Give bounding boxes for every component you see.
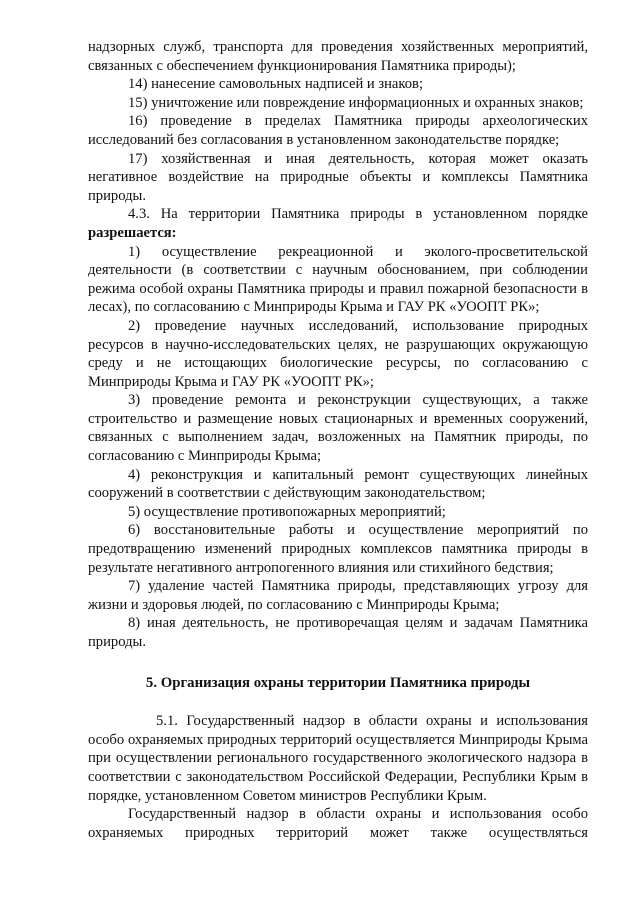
list-item-15: 15) уничтожение или повреждение информационных и охранных знаков; [128,94,584,111]
paragraph-continuation: надзорных служб, транспорта для проведения хозяйственных мероприятий, связанных с обеспечением функционирования Памятника природы); [88,39,588,74]
list-item-14: 14) нанесение самовольных надписей и знаков; [128,76,424,93]
allowed-item-3: 3) проведение ремонта и реконструкции существующих, а также строительство и размещение новых стационарных и временных сооружений, связанных с выполнением задач, возложенных на Памятник природы, по согласованию с Минприроды Крыма; [88,392,588,465]
allowed-item-4: 4) реконструкция и капитальный ремонт существующих линейных сооружений в соответствии с действующим законодательством; [88,466,588,502]
allowed-item-8: 8) иная деятельность, не противоречащая целям и задачам Памятника природы. [88,615,588,650]
clause-5-1: 5.1. Государственный надзор в области охраны и использования особо охраняемых природных территорий осуществляется Минприроды Крыма при осуществлении регионального государственного экологического надзора в соответствии с законодательством Российской Федерации, Республики Крым в порядке, установленном Советом министров Республики Крым. [88,713,588,804]
list-item-16: 16) проведение в пределах Памятника природы археологических исследований без согласования в установленном законодательстве порядке; [88,113,588,148]
allowed-item-5: 5) осуществление противопожарных мероприятий; [128,503,446,520]
allowed-item-6: 6) восстановительные работы и осуществление мероприятий по предотвращению изменений природных комплексов памятника природы в результате негативного антропогенного влияния или стихийного бедствия; [88,522,588,576]
list-item-17: 17) хозяйственная и иная деятельность, которая может оказать негативное воздействие на природные объекты и комплексы Памятника природы. [88,150,588,204]
clause-5-1-continuation: Государственный надзор в области охраны и использования особо охраняемых природных территорий может также осуществляться [88,806,588,841]
allowed-item-1: 1) осуществление рекреационной и эколого-просветительской деятельности (в соответствии с научным обоснованием, при соблюдении режима особой охраны Памятника природы и правил пожарной безопасности в лесах), по согласованию с Минприроды Крыма и ГАУ РК «УООПТ РК»; [88,243,588,316]
clause-4-3 [88,205,588,242]
allowed-item-7: 7) удаление частей Памятника природы, представляющих угрозу для жизни и здоровья людей, по согласованию с Минприроды Крыма; [88,578,588,613]
clause-4-3-bold: разрешается: [88,224,177,241]
clause-4-3-text: 4.3. На территории Памятника природы в установленном порядке [128,206,588,223]
allowed-item-2: 2) проведение научных исследований, использование природных ресурсов в научно-исследовательских целях, не разрушающих окружающую среду и не истощающих биологические ресурсы, по согласованию с Минприроды Крыма и ГАУ РК «УООПТ РК»; [88,317,588,390]
document-page [88,38,588,842]
section-heading-5: 5. Организация охраны территории Памятника природы [145,674,531,691]
